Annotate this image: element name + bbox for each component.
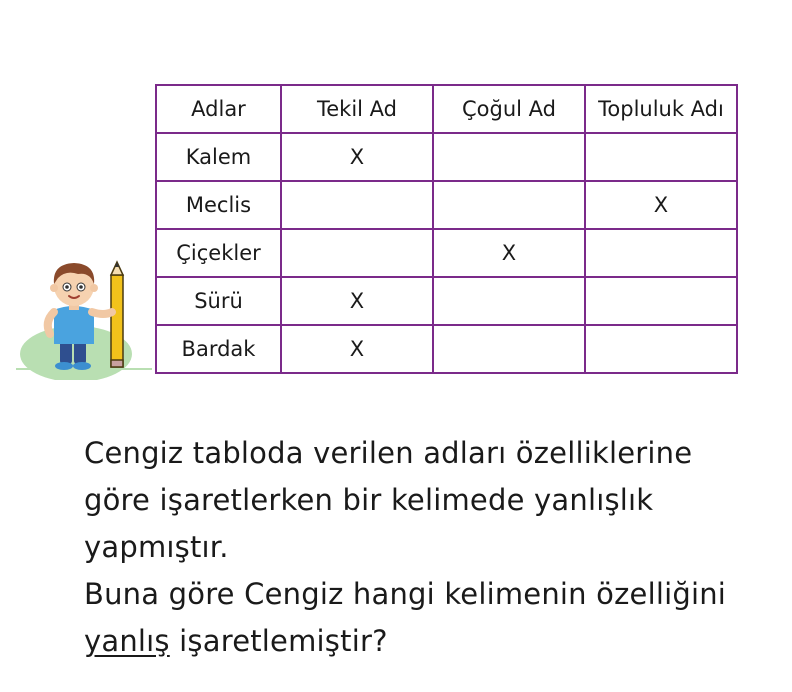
question-line: göre işaretlerken bir kelimede yanlışlık: [84, 483, 654, 517]
header-cell-names: Adlar: [156, 85, 281, 133]
table-row: [156, 229, 737, 277]
question-line: Cengiz tabloda verilen adları özelliklerine: [84, 436, 693, 470]
header-cell-plural: Çoğul Ad: [433, 85, 585, 133]
mark-cell: [281, 181, 433, 229]
question-text: [84, 430, 774, 665]
table-row: [156, 325, 737, 373]
row-name: Bardak: [156, 325, 281, 373]
mark-cell: [281, 229, 433, 277]
mark-cell: [433, 277, 585, 325]
header-cell-singular: Tekil Ad: [281, 85, 433, 133]
question-line: [84, 618, 774, 665]
row-name: Sürü: [156, 277, 281, 325]
table-row: [156, 133, 737, 181]
mark-cell: [585, 133, 737, 181]
mark-cell: [433, 181, 585, 229]
mark-cell: X: [281, 133, 433, 181]
mark-cell: X: [281, 325, 433, 373]
question-line: yapmıştır.: [84, 530, 229, 564]
mark-cell: X: [585, 181, 737, 229]
mark-cell: [585, 277, 737, 325]
question-line-rest: işaretlemiştir?: [169, 624, 388, 658]
mark-cell: [585, 229, 737, 277]
table-row: [156, 181, 737, 229]
question-line: Buna göre Cengiz hangi kelimenin özelliğini: [84, 577, 727, 611]
mark-cell: [585, 325, 737, 373]
row-name: Kalem: [156, 133, 281, 181]
boy-with-pencil-icon: [14, 250, 154, 380]
header-cell-collective: Topluluk Adı: [585, 85, 737, 133]
mark-cell: [433, 325, 585, 373]
mark-cell: X: [281, 277, 433, 325]
noun-table: [155, 84, 738, 374]
underlined-word: yanlış: [84, 624, 170, 658]
mark-cell: [433, 133, 585, 181]
row-name: Çiçekler: [156, 229, 281, 277]
mark-cell: X: [433, 229, 585, 277]
table-header-row: [156, 85, 737, 133]
table-row: [156, 277, 737, 325]
row-name: Meclis: [156, 181, 281, 229]
